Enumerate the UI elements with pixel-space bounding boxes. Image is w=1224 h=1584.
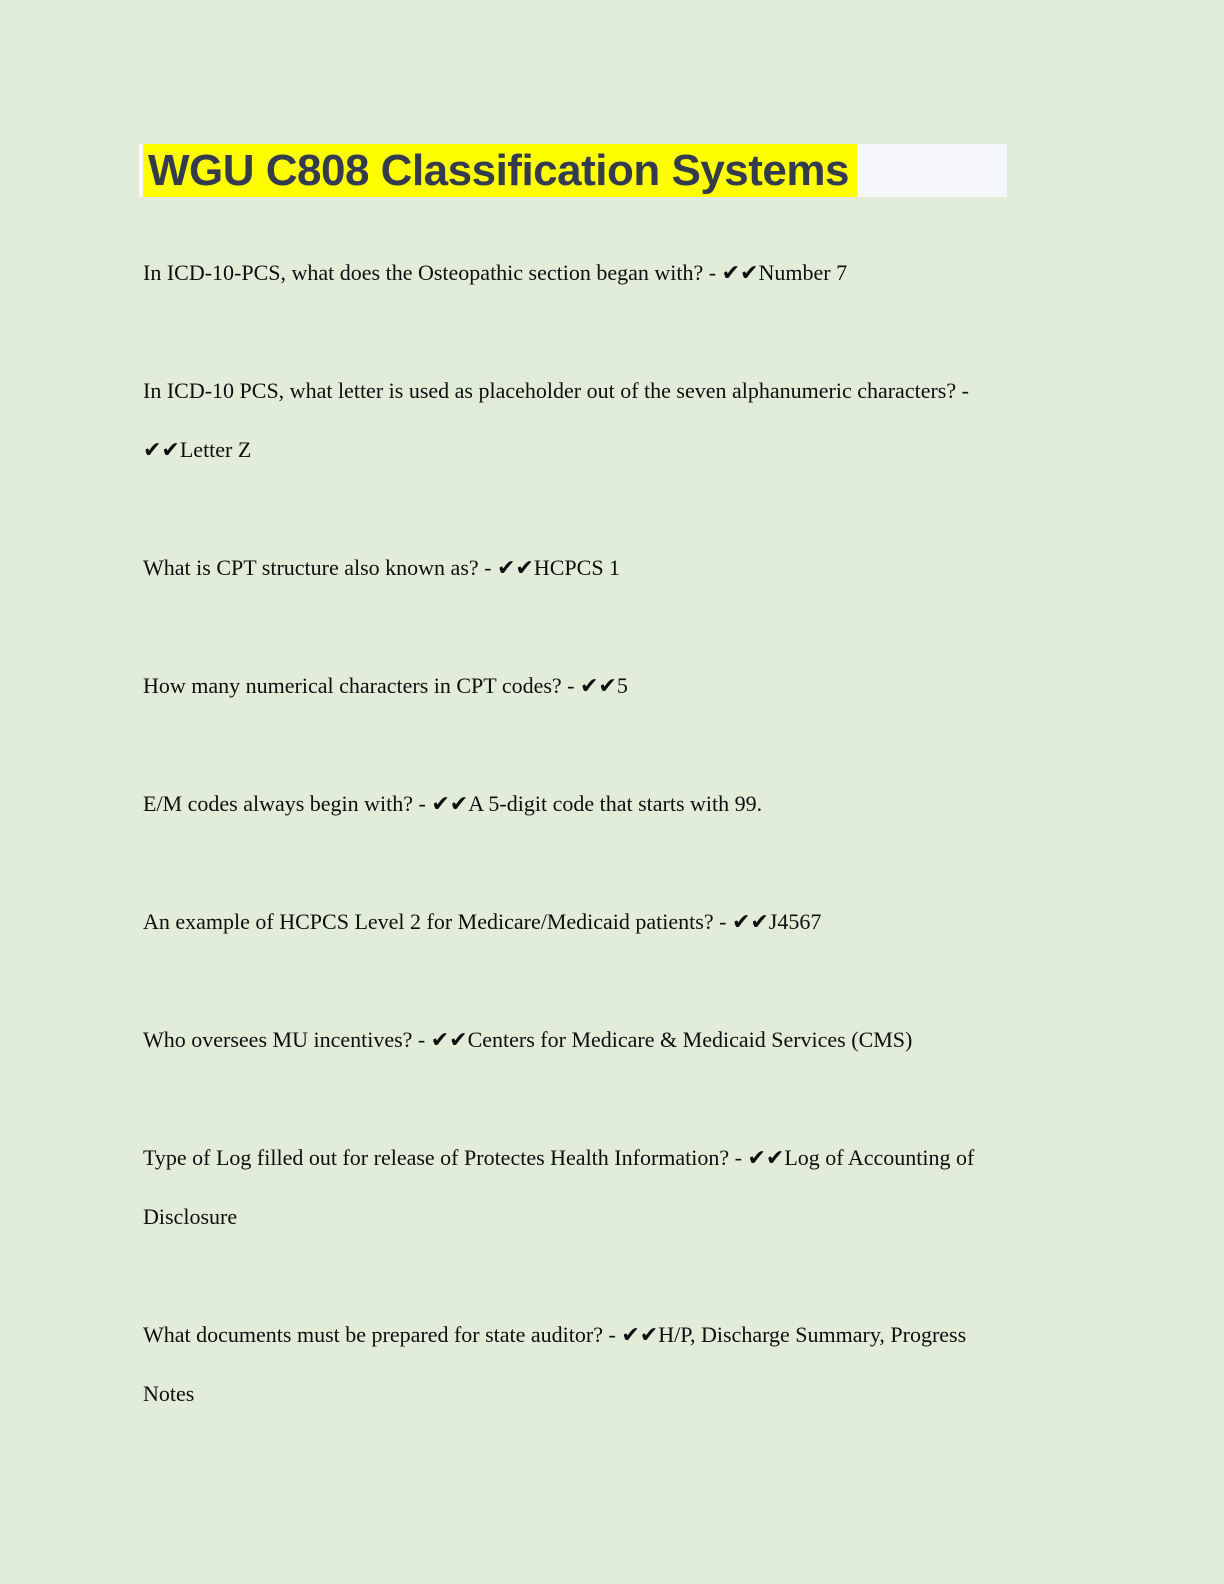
question-item <box>143 1010 1081 1069</box>
question-text: In ICD-10 PCS, what letter is used as placeholder out of the seven alphanumeric characters? - <box>143 378 969 403</box>
question-item <box>143 1305 1081 1423</box>
question-item <box>143 774 1081 833</box>
question-item <box>143 1128 1081 1246</box>
question-text: ✔✔Letter Z <box>143 437 252 462</box>
question-text: How many numerical characters in CPT codes? - ✔✔5 <box>143 673 628 698</box>
question-text: Who oversees MU incentives? - ✔✔Centers for Medicare & Medicaid Services (CMS) <box>143 1027 913 1052</box>
question-item <box>143 361 1081 479</box>
question-item <box>143 243 1081 302</box>
question-text: What is CPT structure also known as? - ✔✔HCPCS 1 <box>143 555 621 580</box>
question-text: Type of Log filled out for release of Protectes Health Information? - ✔✔Log of Accounting of <box>143 1145 975 1170</box>
title-row <box>139 144 1224 197</box>
question-item <box>143 538 1081 597</box>
question-item <box>143 892 1081 951</box>
page-title: WGU C808 Classification Systems <box>143 144 857 197</box>
question-text: In ICD-10-PCS, what does the Osteopathic section began with? - ✔✔Number 7 <box>143 260 848 285</box>
question-text: E/M codes always begin with? - ✔✔A 5-digit code that starts with 99. <box>143 791 763 816</box>
question-list <box>143 243 1081 1423</box>
question-item <box>143 656 1081 715</box>
question-text: Notes <box>143 1381 195 1406</box>
question-text: What documents must be prepared for state auditor? - ✔✔H/P, Discharge Summary, Progress <box>143 1322 967 1347</box>
title-trailing-box <box>857 144 1007 197</box>
question-text: An example of HCPCS Level 2 for Medicare/Medicaid patients? - ✔✔J4567 <box>143 909 822 934</box>
question-text: Disclosure <box>143 1204 238 1229</box>
